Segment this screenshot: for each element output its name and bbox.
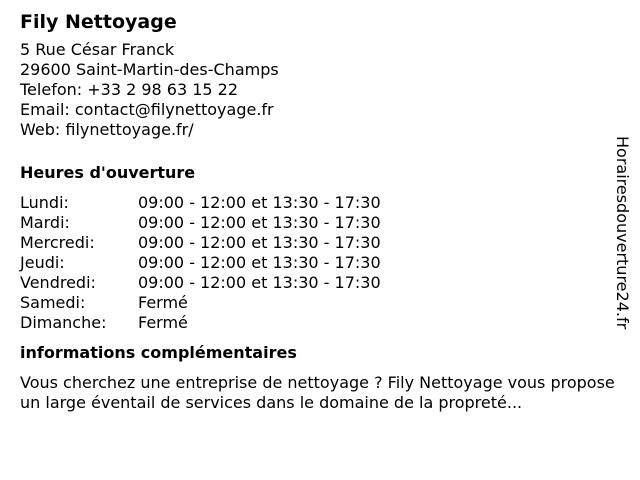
time-value: 09:00 - 12:00 et 13:30 - 17:30 [138, 193, 381, 212]
time-value: 09:00 - 12:00 et 13:30 - 17:30 [138, 273, 381, 292]
hours-row-friday [20, 273, 620, 293]
business-card [20, 8, 620, 413]
web-line: Web: filynettoyage.fr/ [20, 120, 194, 139]
hours-row-saturday [20, 293, 620, 313]
hours-row-sunday [20, 313, 620, 333]
opening-hours-table [20, 193, 620, 333]
time-value: 09:00 - 12:00 et 13:30 - 17:30 [138, 233, 381, 252]
day-label: Mercredi: [20, 233, 95, 252]
info-heading: informations complémentaires [20, 343, 297, 362]
email-line: Email: contact@filynettoyage.fr [20, 100, 274, 119]
site-watermark: Horairesdouverture24.fr [613, 136, 632, 330]
address-city: 29600 Saint-Martin-des-Champs [20, 60, 279, 79]
phone-line: Telefon: +33 2 98 63 15 22 [20, 80, 239, 99]
day-label: Vendredi: [20, 273, 96, 292]
day-label: Samedi: [20, 293, 86, 312]
time-value: Fermé [138, 293, 188, 312]
address-street: 5 Rue César Franck [20, 40, 175, 59]
time-value: Fermé [138, 313, 188, 332]
description-text: Vous cherchez une entreprise de nettoyage ? Fily Nettoyage vous propose un large éventail de services dans le domaine de la propreté... [20, 373, 615, 412]
day-label: Mardi: [20, 213, 70, 232]
day-label: Jeudi: [20, 253, 65, 272]
business-name: Fily Nettoyage [20, 11, 177, 33]
hours-heading: Heures d'ouverture [20, 163, 196, 182]
hours-row-thursday [20, 253, 620, 273]
time-value: 09:00 - 12:00 et 13:30 - 17:30 [138, 213, 381, 232]
hours-row-monday [20, 193, 620, 213]
hours-row-tuesday [20, 213, 620, 233]
day-label: Dimanche: [20, 313, 107, 332]
time-value: 09:00 - 12:00 et 13:30 - 17:30 [138, 253, 381, 272]
hours-row-wednesday [20, 233, 620, 253]
day-label: Lundi: [20, 193, 69, 212]
